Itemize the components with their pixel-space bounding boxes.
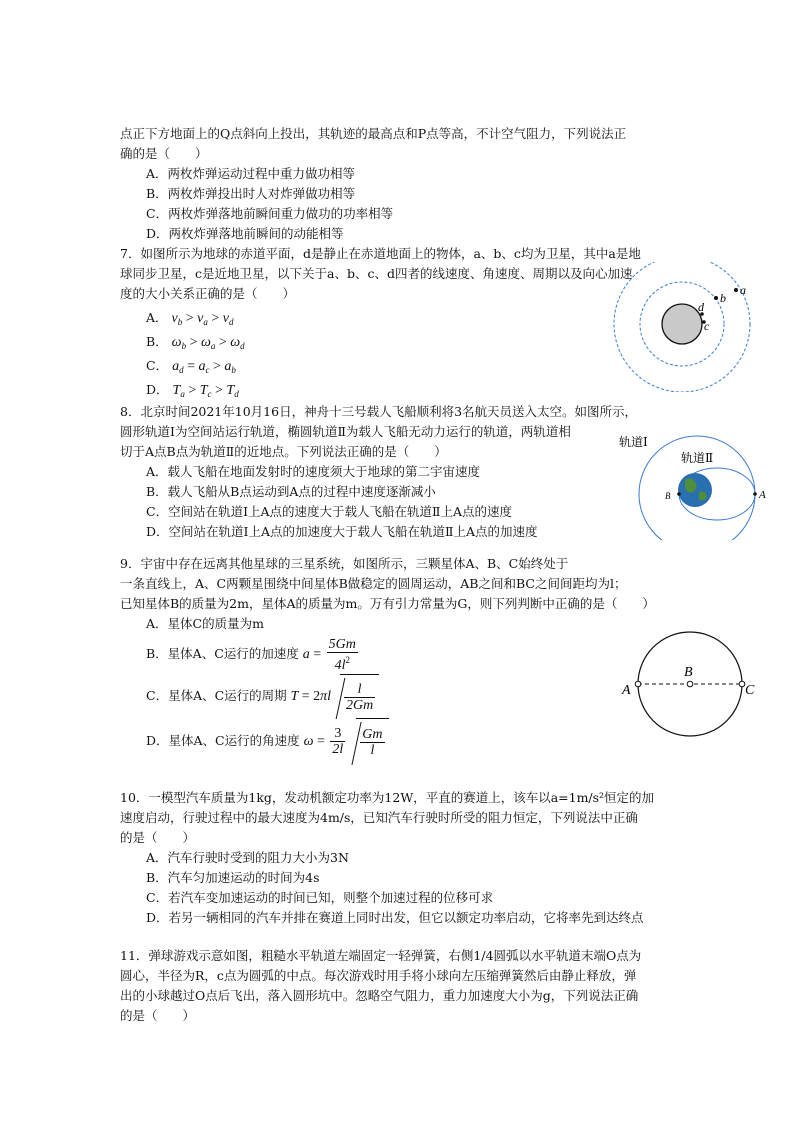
satellite-b	[714, 296, 718, 300]
q7-stem-line-1: 7．如图所示为地球的赤道平面，d是静止在赤道地面上的物体，a、b、c均为卫星，其中a是地	[120, 246, 641, 261]
q7-option-a-label: A．	[146, 310, 168, 325]
q8-option-a: A．载人飞船在地面发射时的速度须大于地球的第二宇宙速度	[146, 464, 481, 479]
q7-option-d	[146, 380, 239, 404]
q7-option-a	[146, 308, 233, 332]
point-b	[677, 492, 681, 496]
q9-option-b-formula: a = $\frac{5Gm}{4l^2}$	[302, 636, 356, 673]
star-a	[635, 681, 641, 687]
q10-stem-line-3: 的是（ ）	[120, 830, 196, 845]
label-a: A	[759, 489, 766, 501]
q9-option-b	[146, 634, 360, 675]
q7-option-d-expr: $T_a > T_c > T_d$	[172, 383, 239, 399]
q9-option-d-text: D．星体A、C运行的角速度	[146, 733, 300, 748]
q7-option-b-label: B．	[146, 334, 168, 349]
q7-option-c-expr: $a_d = a_c > a_b$	[172, 359, 236, 375]
q7-option-c-label: C．	[146, 358, 169, 373]
q8-stem-line-1: 8．北京时间2021年10月16日，神舟十三号载人飞船顺利将3名航天员送入太空。如图所示，	[120, 404, 638, 419]
q9-option-b-text: B．星体A、C运行的加速度	[146, 646, 299, 661]
q8-orbit-figure	[615, 428, 785, 540]
q6-stem-line-2: 确的是（ ）	[120, 146, 208, 161]
q9-stem-line-3: 已知星体B的质量为2m，星体A的质量为m。万有引力常量为G，则下列判断中正确的是（ ）	[120, 596, 655, 611]
q6-stem-line-1: 点正下方地面上的Q点斜向上投出，其轨迹的最高点和P点等高，不计空气阻力，下列说法正	[120, 126, 627, 141]
q11-stem-line-2: 圆心，半径为R，c点为圆弧的中点。每次游戏时用手将小球向左压缩弹簧然后由静止释放，弹	[120, 968, 637, 983]
q7-option-a-expr: $v_b > v_a > v_d$	[171, 311, 234, 327]
star-b	[687, 681, 693, 687]
q9-stem-line-1: 9．宇宙中存在远离其他星球的三星系统，如图所示，三颗星体A、B、C始终处于	[120, 556, 569, 571]
q8-stem-line-3: 切于A点B点为轨道Ⅱ的近地点。下列说法正确的是（ ）	[120, 444, 447, 459]
q8-option-d: D．空间站在轨道Ⅰ上A点的加速度大于载人飞船在轨道Ⅱ上A点的加速度	[146, 524, 538, 539]
q10-option-a: A．汽车行驶时受到的阻力大小为3N	[146, 850, 349, 865]
q9-option-a: A．星体C的质量为m	[146, 616, 264, 631]
q9-option-c-formula: T = 2πl $\frac{l}{2Gm}$	[291, 689, 380, 704]
q10-option-c: C．若汽车变加速运动的时间已知，则整个加速过程的位移可求	[146, 890, 494, 905]
point-a	[753, 492, 757, 496]
q10-stem-line-2: 速度启动，行驶过程中的最大速度为4m/s，已知汽车行驶时所受的阻力恒定，下列说法中正确	[120, 810, 638, 825]
q9-three-star-figure	[618, 628, 768, 740]
q10-stem-line-1: 10．一模型汽车质量为1kg，发动机额定功率为12W，平直的赛道上，该车以a=1m/s²恒定的加	[120, 790, 655, 805]
label-b: B	[684, 665, 693, 680]
earth-disk	[662, 304, 702, 344]
q6-option-a: A．两枚炸弹运动过程中重力做功相等	[146, 166, 356, 181]
q10-option-d: D．若另一辆相同的汽车并排在赛道上同时出发，但它以额定功率启动，它将率先到达终点	[146, 910, 644, 925]
label-d: d	[698, 300, 704, 314]
label-a: a	[740, 283, 746, 297]
star-c	[739, 681, 745, 687]
q7-orbit-figure	[610, 262, 770, 392]
label-b: b	[720, 291, 726, 305]
q8-option-c: C．空间站在轨道Ⅰ上A点的速度大于载人飞船在轨道Ⅱ上A点的速度	[146, 504, 513, 519]
q6-option-b: B．两枚炸弹投出时人对炸弹做功相等	[146, 186, 356, 201]
q9-option-d	[146, 718, 389, 765]
q9-option-c-text: C．星体A、C运行的周期	[146, 688, 287, 703]
q11-stem-line-4: 的是（ ）	[120, 1008, 196, 1023]
q9-option-d-formula: ω = $\frac{3}{2l}$ $\frac{Gm}{l}$	[304, 734, 389, 749]
q11-stem-line-1: 11．弹球游戏示意如图，粗糙水平轨道左端固定一轻弹簧，右侧1/4圆弧以水平轨道末端O点为	[120, 948, 642, 963]
q6-option-d: D．两枚炸弹落地前瞬间的动能相等	[146, 226, 344, 241]
satellite-a	[734, 288, 738, 292]
q7-option-b	[146, 332, 245, 356]
label-orbit-1: 轨道Ⅰ	[619, 435, 648, 449]
q7-option-b-expr: $\omega_b > \omega_a > \omega_d$	[171, 335, 245, 351]
q9-option-c	[146, 674, 379, 719]
label-a: A	[622, 683, 631, 698]
q7-stem-line-2: 球同步卫星，c是近地卫星，以下关于a、b、c、d四者的线速度、角速度、周期以及向心加速	[120, 266, 633, 281]
q8-stem-line-2: 圆形轨道Ⅰ为空间站运行轨道，椭圆轨道Ⅱ为载人飞船无动力运行的轨道，两轨道相	[120, 424, 571, 439]
q7-option-c	[146, 356, 236, 380]
label-b: B	[665, 491, 671, 501]
q7-stem-line-3: 度的大小关系正确的是（ ）	[120, 286, 296, 301]
label-c: c	[704, 319, 710, 333]
q11-stem-line-3: 出的小球越过O点后飞出，落入圆形坑中。忽略空气阻力，重力加速度大小为g，下列说法正确	[120, 988, 639, 1003]
q7-option-d-label: D．	[146, 382, 169, 397]
q6-option-c: C．两枚炸弹落地前瞬间重力做功的功率相等	[146, 206, 394, 221]
label-orbit-2: 轨道Ⅱ	[681, 451, 714, 465]
q8-option-b: B．载人飞船从B点运动到A点的过程中速度逐渐减小	[146, 484, 436, 499]
q10-option-b: B．汽车匀加速运动的时间为4s	[146, 870, 320, 885]
q9-stem-line-2: 一条直线上，A、C两颗星围绕中间星体B做稳定的圆周运动，AB之间和BC之间间距均为l；	[120, 576, 627, 591]
label-c: C	[745, 683, 755, 698]
